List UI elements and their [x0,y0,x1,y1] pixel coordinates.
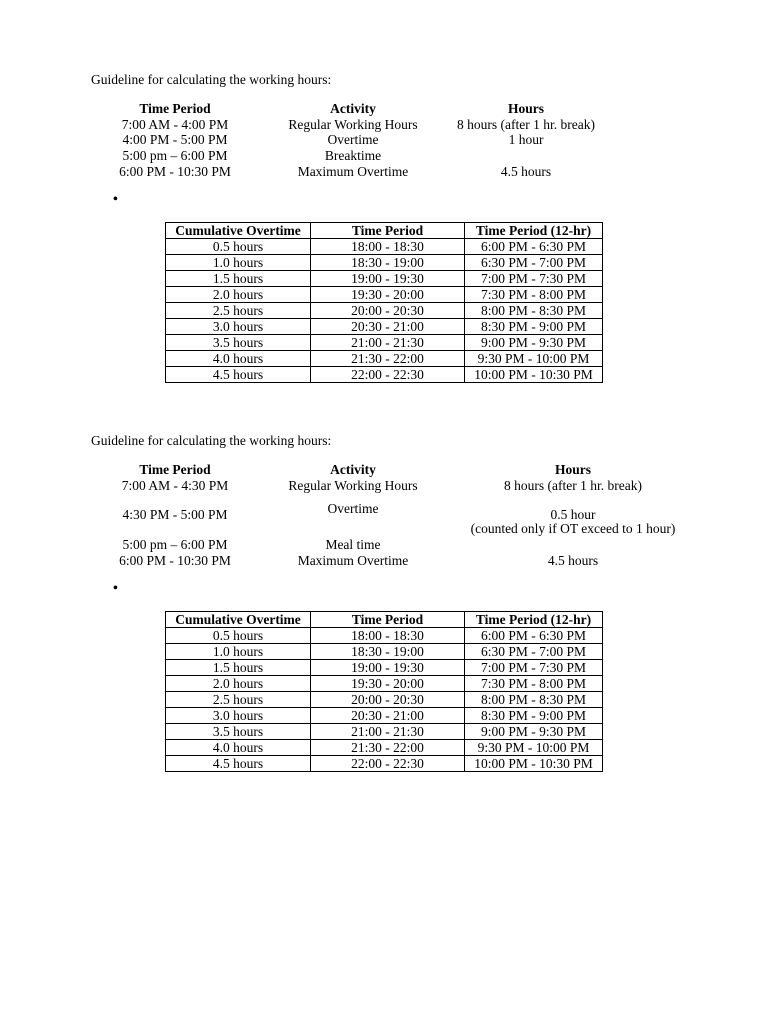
cell-time-period: 18:00 - 18:30 [311,239,465,255]
table-row [166,756,603,772]
guide-hours: 4.5 hours [547,553,599,568]
cell-time-period-12hr: 6:00 PM - 6:30 PM [465,239,603,255]
col-header-cumulative-overtime: Cumulative Overtime [166,223,311,239]
guide-period: 6:00 PM - 10:30 PM [119,164,231,179]
guide-hours-note: (counted only if OT exceed to 1 hour) [470,521,676,536]
guide-activity: Meal time [325,537,381,552]
cell-time-period: 20:30 - 21:00 [311,708,465,724]
guide-hours: 8 hours (after 1 hr. break) [504,478,642,493]
cell-time-period-12hr: 8:00 PM - 8:30 PM [465,692,603,708]
cell-time-period-12hr: 7:00 PM - 7:30 PM [465,271,603,287]
cell-cumulative-overtime: 4.5 hours [166,756,311,772]
guide-period: 4:30 PM - 5:00 PM [122,507,228,522]
table-row [166,367,603,383]
section1-overtime-table [165,222,603,383]
guide-hours: 4.5 hours [500,164,552,179]
table-row [166,271,603,287]
cell-cumulative-overtime: 1.0 hours [166,644,311,660]
cell-cumulative-overtime: 0.5 hours [166,628,311,644]
cell-cumulative-overtime: 1.5 hours [166,660,311,676]
guide-header-time-period: Time Period [139,101,211,116]
cell-time-period-12hr: 6:30 PM - 7:00 PM [465,255,603,271]
guide-activity: Overtime [327,132,379,147]
guide-header-hours: Hours [507,101,544,116]
table-row [166,724,603,740]
col-header-cumulative-overtime: Cumulative Overtime [166,612,311,628]
cell-time-period: 19:00 - 19:30 [311,660,465,676]
guide-activity: Breaktime [324,148,382,163]
guide-activity: Maximum Overtime [297,164,409,179]
cell-cumulative-overtime: 2.0 hours [166,287,311,303]
guide-period: 7:00 AM - 4:00 PM [121,117,229,132]
cell-time-period-12hr: 9:00 PM - 9:30 PM [465,724,603,740]
table-row [166,660,603,676]
cell-time-period-12hr: 9:30 PM - 10:00 PM [465,740,603,756]
cell-cumulative-overtime: 4.5 hours [166,367,311,383]
cell-cumulative-overtime: 3.5 hours [166,335,311,351]
cell-time-period: 19:00 - 19:30 [311,271,465,287]
guide-activity: Regular Working Hours [288,117,418,132]
guide-period: 7:00 AM - 4:30 PM [121,478,229,493]
cell-cumulative-overtime: 2.5 hours [166,692,311,708]
cell-time-period-12hr: 8:00 PM - 8:30 PM [465,303,603,319]
table-row [166,287,603,303]
cell-time-period-12hr: 9:30 PM - 10:00 PM [465,351,603,367]
table-row [166,255,603,271]
cell-time-period-12hr: 6:00 PM - 6:30 PM [465,628,603,644]
cell-time-period-12hr: 10:00 PM - 10:30 PM [465,367,603,383]
cell-time-period-12hr: 6:30 PM - 7:00 PM [465,644,603,660]
guide-period: 5:00 pm – 6:00 PM [122,148,228,163]
table-row [166,644,603,660]
guide-header-hours: Hours [554,462,591,477]
cell-cumulative-overtime: 3.0 hours [166,319,311,335]
table-row [166,335,603,351]
cell-cumulative-overtime: 0.5 hours [166,239,311,255]
cell-time-period: 18:30 - 19:00 [311,644,465,660]
table-row [166,239,603,255]
cell-time-period: 21:30 - 22:00 [311,351,465,367]
cell-time-period-12hr: 7:30 PM - 8:00 PM [465,287,603,303]
cell-time-period-12hr: 8:30 PM - 9:00 PM [465,319,603,335]
cell-cumulative-overtime: 4.0 hours [166,740,311,756]
cell-cumulative-overtime: 4.0 hours [166,351,311,367]
guide-period: 6:00 PM - 10:30 PM [119,553,231,568]
table-row [166,628,603,644]
section2-heading: Guideline for calculating the working hours: [91,433,332,448]
cell-cumulative-overtime: 3.0 hours [166,708,311,724]
table-row [166,692,603,708]
guide-activity: Regular Working Hours [288,478,418,493]
cell-cumulative-overtime: 3.5 hours [166,724,311,740]
guide-period: 5:00 pm – 6:00 PM [122,537,228,552]
section2-overtime-table [165,611,603,772]
cell-time-period: 18:30 - 19:00 [311,255,465,271]
cell-time-period-12hr: 8:30 PM - 9:00 PM [465,708,603,724]
cell-cumulative-overtime: 2.0 hours [166,676,311,692]
guide-hours: 0.5 hour [550,507,596,522]
cell-time-period: 20:30 - 21:00 [311,319,465,335]
col-header-time-period-12hr: Time Period (12-hr) [465,223,603,239]
guide-period: 4:00 PM - 5:00 PM [122,132,228,147]
cell-cumulative-overtime: 2.5 hours [166,303,311,319]
guide-activity: Maximum Overtime [297,553,409,568]
col-header-time-period-12hr: Time Period (12-hr) [465,612,603,628]
col-header-time-period: Time Period [311,223,465,239]
cell-time-period-12hr: 9:00 PM - 9:30 PM [465,335,603,351]
bullet: • [113,581,118,596]
cell-time-period: 20:00 - 20:30 [311,303,465,319]
table-row [166,319,603,335]
cell-cumulative-overtime: 1.5 hours [166,271,311,287]
col-header-time-period: Time Period [311,612,465,628]
guide-header-activity: Activity [330,101,376,116]
cell-time-period: 19:30 - 20:00 [311,676,465,692]
cell-time-period: 22:00 - 22:30 [311,367,465,383]
cell-time-period-12hr: 7:30 PM - 8:00 PM [465,676,603,692]
cell-time-period: 21:00 - 21:30 [311,335,465,351]
cell-time-period: 18:00 - 18:30 [311,628,465,644]
cell-time-period-12hr: 10:00 PM - 10:30 PM [465,756,603,772]
section1-heading: Guideline for calculating the working hours: [91,72,332,87]
guide-hours: 8 hours (after 1 hr. break) [457,117,595,132]
table-row [166,740,603,756]
cell-time-period-12hr: 7:00 PM - 7:30 PM [465,660,603,676]
guide-header-activity: Activity [330,462,376,477]
cell-time-period: 21:30 - 22:00 [311,740,465,756]
cell-time-period: 20:00 - 20:30 [311,692,465,708]
table-row [166,708,603,724]
table-row [166,351,603,367]
guide-hours: 1 hour [508,132,544,147]
cell-time-period: 22:00 - 22:30 [311,756,465,772]
cell-time-period: 21:00 - 21:30 [311,724,465,740]
bullet: • [113,192,118,207]
guide-header-time-period: Time Period [139,462,211,477]
table-header-row [166,612,603,628]
table-header-row [166,223,603,239]
cell-cumulative-overtime: 1.0 hours [166,255,311,271]
table-row [166,676,603,692]
guide-activity: Overtime [327,501,379,516]
cell-time-period: 19:30 - 20:00 [311,287,465,303]
table-row [166,303,603,319]
